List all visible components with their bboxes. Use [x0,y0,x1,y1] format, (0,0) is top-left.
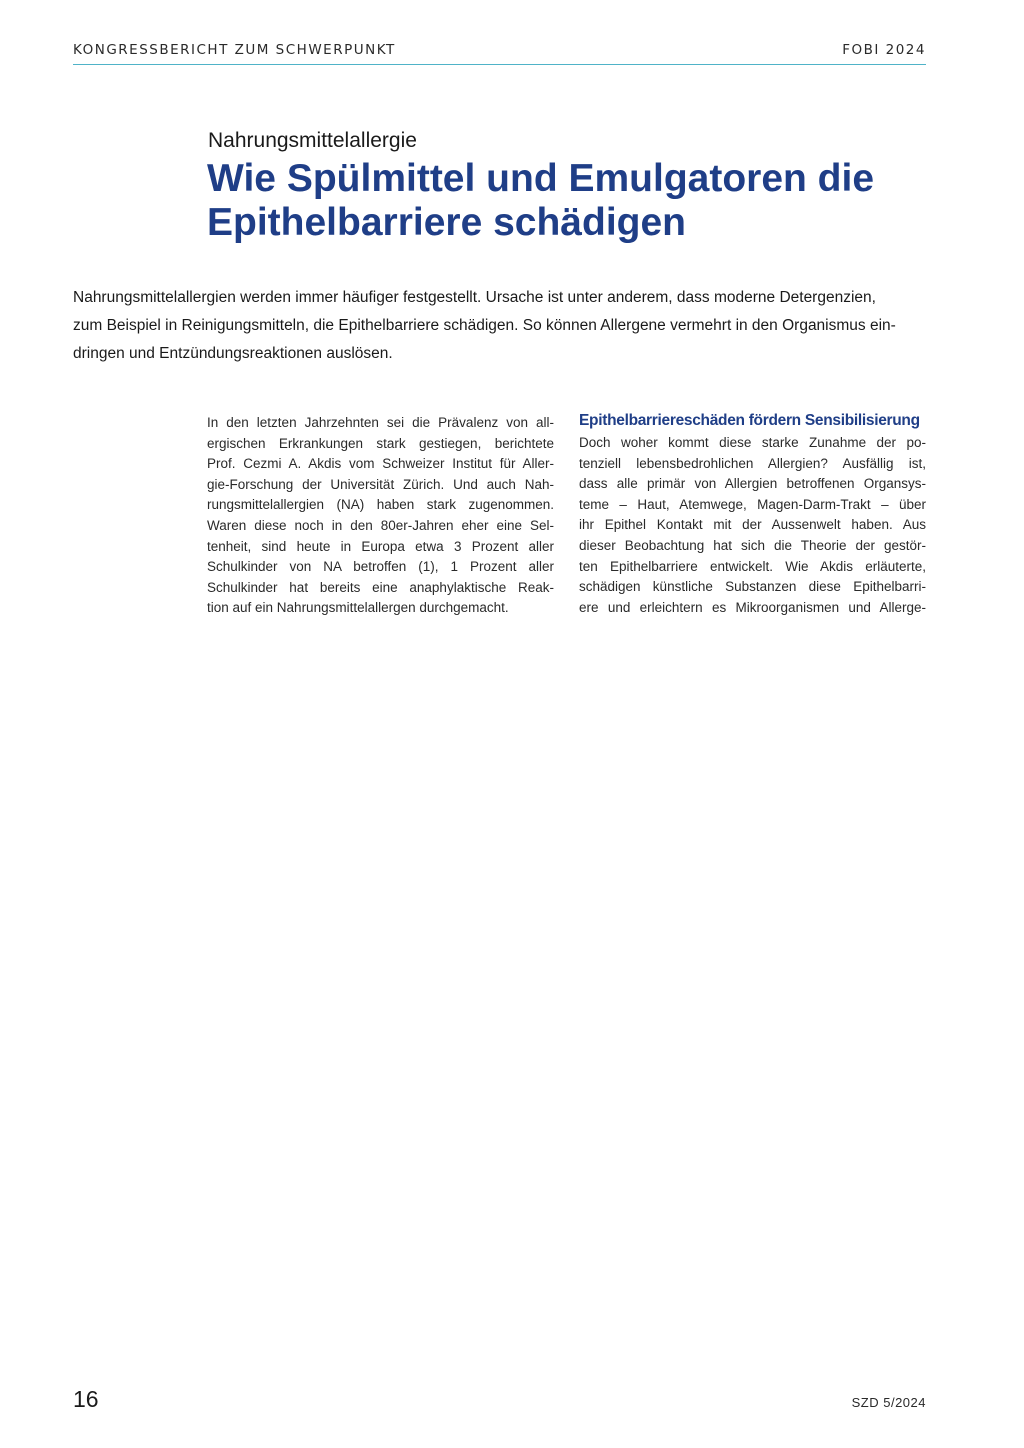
body-line: Schulkinder von NA betroffen (1), 1 Prozent aller [207,559,554,575]
body-line: rungsmittelallergien (NA) haben stark zugenommen. [207,497,554,513]
body-line: tion auf ein Nahrungsmittelallergen durchgemacht. [207,600,509,616]
section-label: KONGRESSBERICHT ZUM SCHWERPUNKT [73,42,396,58]
body-line: Doch woher kommt diese starke Zunahme der po- [579,435,926,450]
body-line: tenziell lebensbedrohlichen Allergien? Ausfällig ist, [579,455,926,471]
body-line: ten Epithelbarriere entwickelt. Wie Akdis erläuterte, [579,558,926,574]
body-line: ere und erleichtern es Mikroorganismen und Allerge- [579,599,926,615]
section-subheading: Epithelbarriereschäden fördern Sensibilisierung [579,412,920,429]
body-line: ihr Epithel Kontakt mit der Aussenwelt haben. Aus [579,517,926,533]
running-header [73,40,926,65]
body-line: teme – Haut, Atemwege, Magen-Darm-Trakt – über [579,496,926,512]
article-lead [73,284,943,368]
body-line: Waren diese noch in den 80er-Jahren eher eine Sel- [207,517,554,533]
title-line: Wie Spülmittel und Emulgatoren die [207,157,875,200]
body-line: tenheit, sind heute in Europa etwa 3 Prozent aller [207,538,554,554]
body-line: Prof. Cezmi A. Akdis vom Schweizer Institut für Aller- [207,456,554,472]
body-column-left [207,413,554,619]
body-line: dass alle primär von Allergien betroffenen Organsys- [579,476,926,492]
article-kicker: Nahrungsmittelallergie [208,129,417,152]
body-column-right [579,413,926,618]
lead-line: dringen und Entzündungsreaktionen auslösen. [73,345,393,362]
series-label: FOBI 2024 [842,42,926,58]
lead-line: zum Beispiel in Reinigungsmitteln, die Epithelbarriere schädigen. So können Allergene vermehrt in den Organismus ein- [73,317,896,334]
issue-label: SZD 5/2024 [851,1395,926,1410]
body-line: dieser Beobachtung hat sich die Theorie der gestör- [579,537,926,553]
body-line: schädigen künstliche Substanzen diese Epithelbarri- [579,579,926,595]
body-line: Schulkinder hat bereits eine anaphylaktische Reak- [207,579,554,595]
body-line: gie-Forschung der Universität Zürich. Und auch Nah- [207,476,554,492]
article-title [207,157,937,245]
page-number: 16 [73,1386,99,1412]
body-line: ergischen Erkrankungen stark gestiegen, berichtete [207,435,554,451]
title-line: Epithelbarriere schädigen [207,201,686,244]
lead-line: Nahrungsmittelallergien werden immer häufiger festgestellt. Ursache ist unter anderem, dass moderne Detergenzien, [73,289,876,306]
body-line: In den letzten Jahrzehnten sei die Prävalenz von all- [207,415,554,430]
